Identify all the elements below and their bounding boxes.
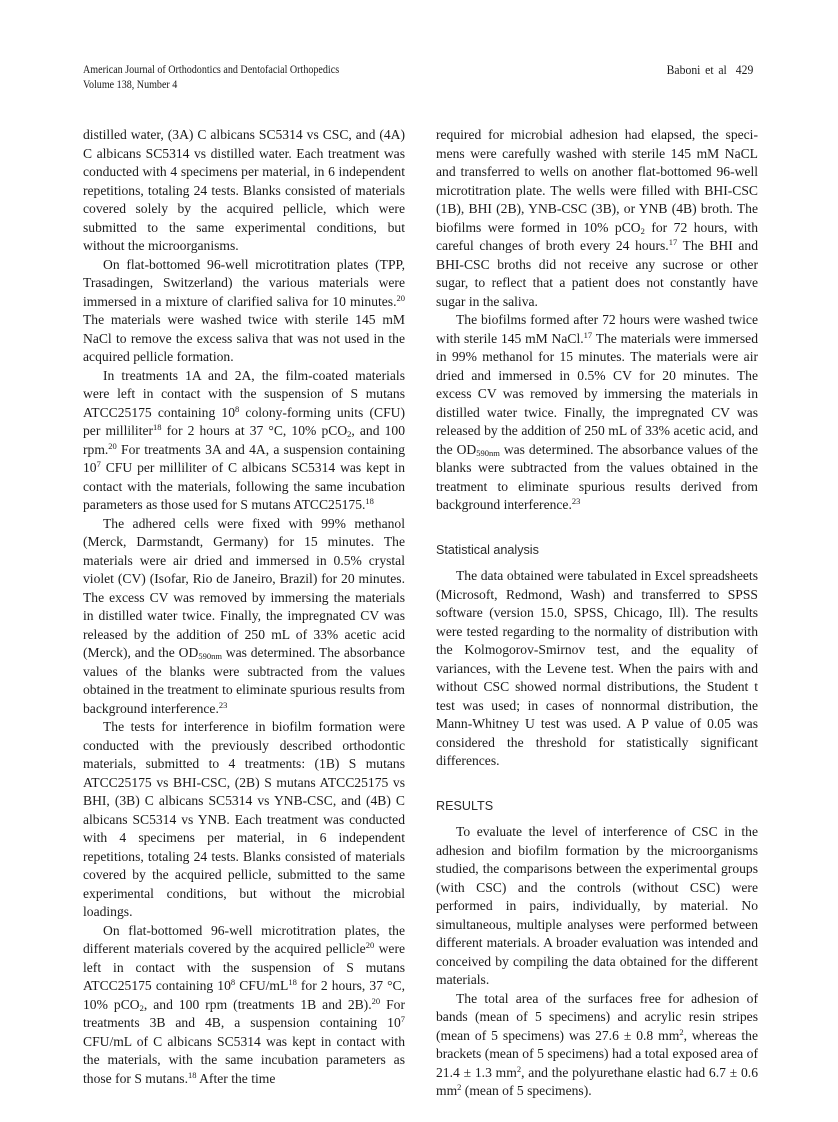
paragraph: To evaluate the level of interference of CSC in the adhesion and biofilm formation by the microorganisms studied, the comparisons between the experimental groups (with CSC) and the controls (without CSC) were performed in pairs, individually, by material. No simultaneous, multiple analyses were performed between different materials. A broader evaluation was intended and conceived by compiling the data obtained for the different materials. [436, 824, 758, 987]
paragraph: On flat-bottomed 96-well microtitration plates, the different materials covered by the acquired pellicle$^{20}$ were left in contact with the suspension of S mutans ATCC25175 containing $10^8$ CFU/$mL^{18}$ for 2 hours, 37 °C, 10% pCO$_2$, and 100 rpm (treatments 1B and 2B).$^{20}$ For treatments 3B and 4B, a suspension containing $10^7$ CFU/mL of C albicans SC5314 was kept in contact with the materials, with the same incubation parameters as those for S mutans.$^{18}$ After the time [83, 922, 405, 1086]
page-number: 429 [735, 62, 753, 77]
paragraph: The adhered cells were fixed with 99% methanol (Merck, Darmstandt, Germany) for 15 minutes. The materials were air dried and immersed in 0.5% crystal violet (CV) (Isofar, Rio de Janeiro, Brazil) for 20 minutes. The excess CV was removed by immersing the materials in distilled water twice. Finally, the impregnated CV was released by the addition of 250 mL of 33% acetic acid (Merck), and the $OD_{590nm}$ was determined. The absorbance values of the blanks were subtracted from the values obtained in the treatment to eliminate spurious results from background interference.$^{23}$ [83, 515, 405, 716]
citation: 23 [218, 699, 228, 710]
citation: 18 [187, 1069, 197, 1080]
paragraph: The data obtained were tabulated in Excel spreadsheets (Microsoft, Redmond, Wash) and transferred to SPSS software (version 15.0, SPSS, Chicago, Ill). The results were tested regarding to the normality of distribution with the Kolmogorov-Smirnov test, and the equality of variances, with the Levene test. When the pairs with and without CSC showed normal distributions, the Student t test was used; in cases of nonnormal distribution, the Mann-Whitney U test was used. A P value of 0.05 was considered the threshold for statistically significant differences. [436, 568, 758, 768]
citation: 18 [365, 496, 374, 506]
journal-title: American Journal of Orthodontics and Dentofacial Orthopedics [83, 64, 340, 76]
citation: 18 [153, 422, 162, 432]
running-header-journal [83, 63, 339, 92]
citation: 17 [668, 237, 678, 247]
right-column [436, 126, 758, 1101]
paragraph: required for microbial adhesion had elapsed, the specimens were carefully washed with sterile 145 mM NaCL and transferred to wells on another flat-bottomed 96-well microtitration plate. The wells were filled with BHI-CSC (1B), BHI (2B), YNB-CSC (3B), or YNB (4B) broth. The biofilms were formed in 10% pCO$_2$ for 72 hours, with careful changes of broth every 24 hours.$^{17}$ The BHI and BHI-CSC broths did not receive any sucrose or other sugar, to reflect that a patient does not constantly have sugar in the saliva. [436, 127, 759, 309]
left-column [83, 126, 405, 1088]
running-header-page [666, 63, 753, 78]
paragraph: The biofilms formed after 72 hours were washed twice with sterile 145 mM NaCl.$^{17}$ The materials were immersed in 99% methanol for 15 minutes. The materials were air dried and immersed in 0.5% CV for 20 minutes. The excess CV was removed by immersing the materials in distilled water twice. Finally, the impregnated CV was released by the addition of 250 mL of 33% acetic acid, and the $OD_{590nm}$ was determined. The absorbance values of the blanks were subtracted from the values obtained in the treatment to eliminate spurious results derived from background interference.$^{23}$ [436, 312, 758, 512]
citation: 20 [396, 292, 405, 303]
citation: 20 [371, 995, 381, 1006]
paragraph: On flat-bottomed 96-well microtitration plates (TPP, Trasadingen, Switzerland) the various materials were immersed in a mixture of clarified saliva for 10 minutes.$^{20}$ The materials were washed twice with sterile 145 mM NaCl to remove the excess saliva that was not used in the acquired pellicle formation. [83, 256, 405, 364]
paragraph: distilled water, (3A) C albicans SC5314 vs CSC, and (4A) C albicans SC5314 vs distilled water. Each treatment was conducted with 4 specimens per material, in 6 independent repetitions, totaling 24 tests. Blanks consisted of materials covered solely by the acquired pellicle, which were submitted to the same experimental conditions, but without the microorganisms. [83, 127, 405, 253]
section-heading-results: RESULTS [436, 798, 494, 813]
citation: 20 [365, 940, 375, 950]
paragraph: The tests for interference in biofilm formation were conducted with the previously described orthodontic materials, submitted to 4 treatments: (1B) S mutans ATCC25175 vs BHI-CSC, (2B) S mutans ATCC25175 vs BHI, (3B) C albicans SC5314 vs YNB-CSC, and (4B) C albicans SC5314 vs YNB. Each treatment was conducted with 4 specimens per material, in 6 independent repetitions, totaling 24 tests. Blanks consisted of materials covered by the acquired pellicle, submitted to the same experimental conditions, but without the microbial loadings. [83, 719, 405, 919]
citation: 17 [583, 329, 593, 340]
paragraph: In treatments 1A and 2A, the film-coated materials were left in contact with the suspension of S mutans ATCC25175 containing $10^8$ colony-forming units (CFU) per milliliter$^{18}$ for 2 hours at 37 °C, 10% pCO$_2$, and 100 rpm.$^{20}$ For treatments 3A and 4A, a suspension containing $10^7$ CFU per milliliter of C albicans SC5314 was kept in contact with the materials, following the same incubation parameters as those used for S mutans ATCC25175.18 [83, 367, 406, 512]
citation: 23 [571, 496, 581, 506]
author-names: Baboni et al [666, 62, 727, 77]
section-heading-statistical-analysis: Statistical analysis [436, 542, 539, 557]
paragraph: The total area of the surfaces free for adhesion of bands (mean of 5 specimens) and acrylic resin stripes (mean of 5 specimens) was 27.6 ± 0.8 $mm^2$, whereas the brackets (mean of 5 specimens) had a total exposed area of 21.4 ± 1.3 $mm^2$, and the polyurethane elastic had 6.7 ± 0.6 $mm^2$ (mean of 5 specimens). [436, 990, 758, 1098]
citation: 18 [288, 977, 297, 987]
citation: 20 [108, 440, 117, 451]
journal-volume: Volume 138, Number 4 [83, 78, 178, 91]
